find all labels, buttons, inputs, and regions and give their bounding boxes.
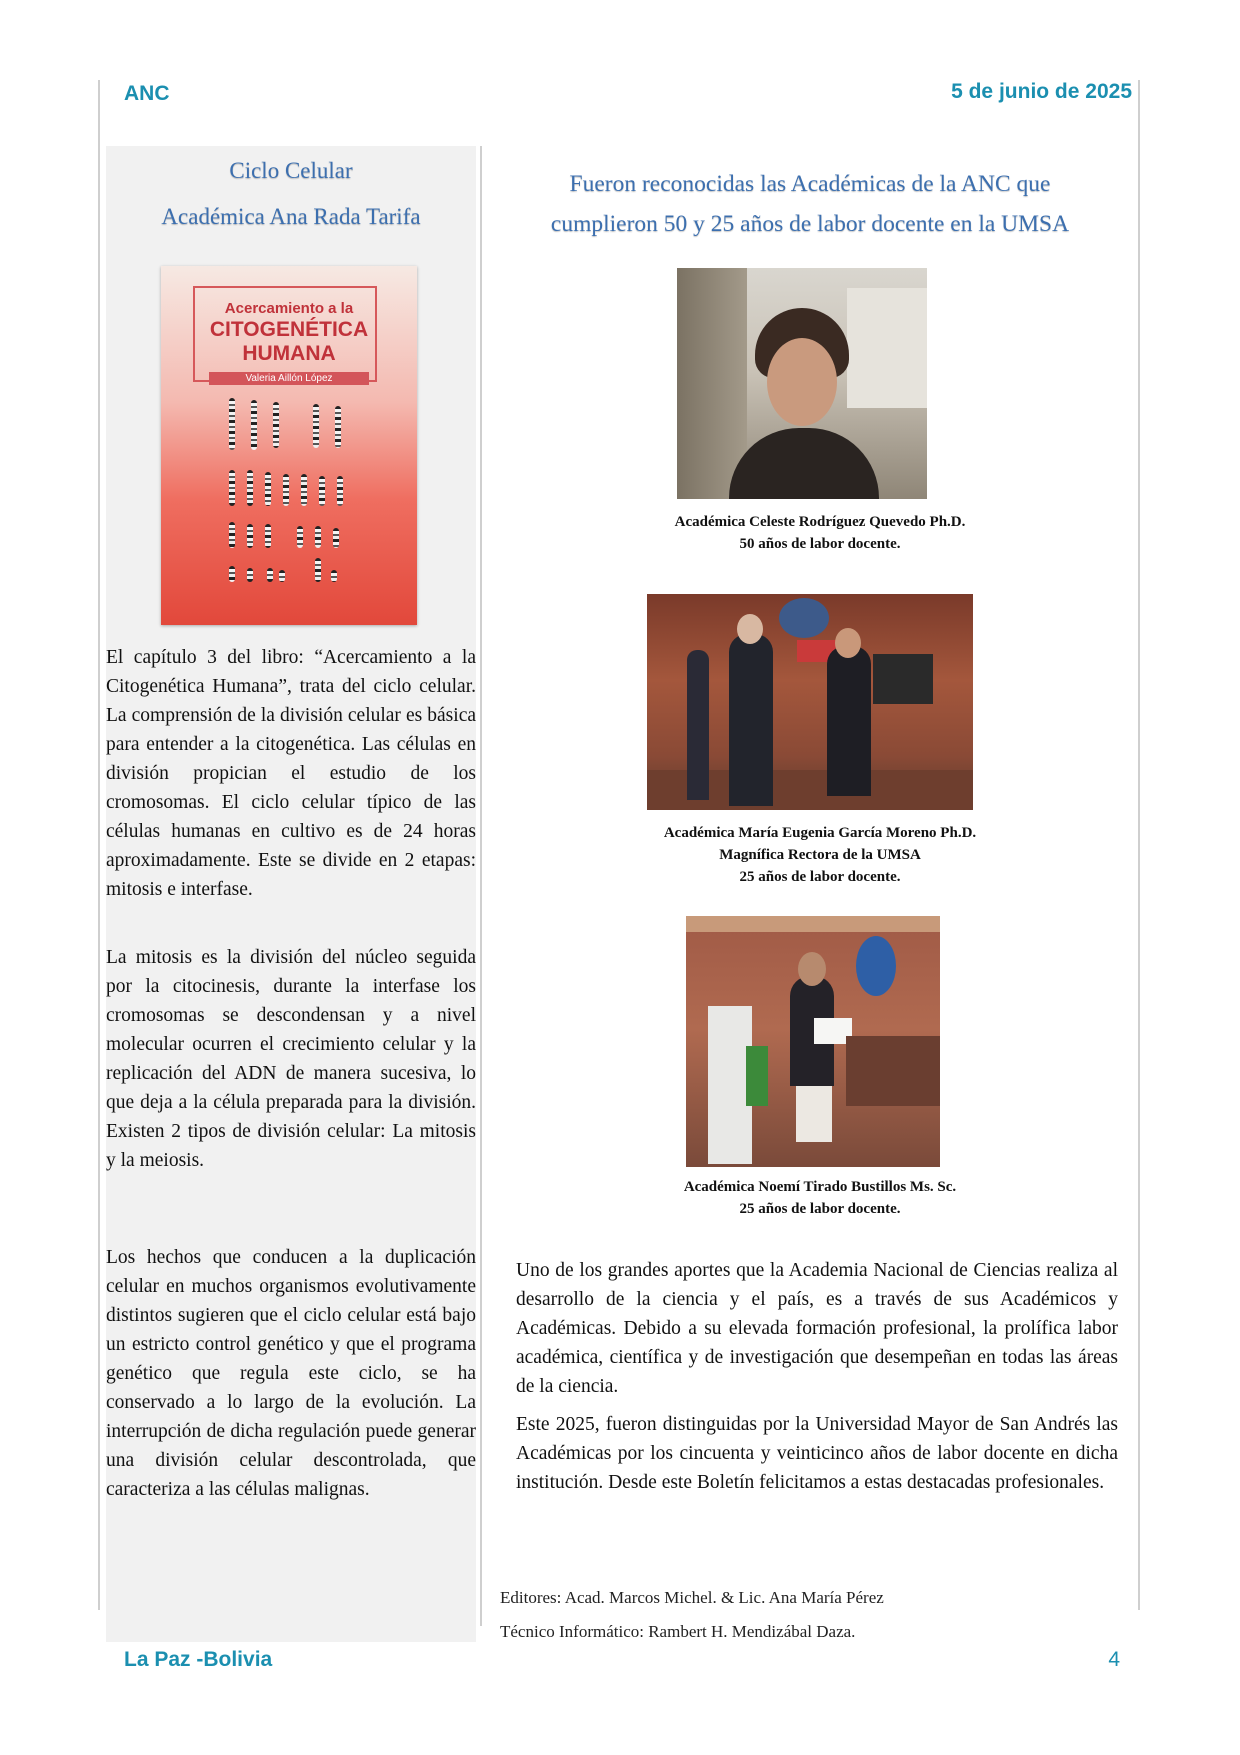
- page-number: 4: [1108, 1648, 1120, 1671]
- news-title-line1: Fueron reconocidas las Académicas de la ANC que: [569, 171, 1051, 197]
- header-date: 5 de junio de 2025: [951, 80, 1132, 103]
- caption-3-line-1: Académica Noemí Tirado Bustillos Ms. Sc.: [683, 1179, 957, 1195]
- technician-credit: Técnico Informático: Rambert H. Mendizábal Daza.: [500, 1622, 856, 1641]
- karyotype-illustration: [221, 398, 361, 608]
- caption-1-line-1: Académica Celeste Rodríguez Quevedo Ph.D.: [674, 514, 966, 530]
- book-author: Valeria Aillón López: [209, 372, 369, 385]
- footer-location: La Paz -Bolivia: [124, 1648, 273, 1671]
- photo-noemi-tirado: [686, 916, 940, 1167]
- book-title-main: [161, 318, 417, 366]
- column-divider: [480, 146, 482, 1626]
- left-paragraph-1: El capítulo 3 del libro: “Acercamiento a la Citogenética Humana”, trata del ciclo celular. La comprensión de la división celular es básica para entender a la citogenética. Las células en división propician el estudio de los cromosomas. El ciclo celular típico de las células humanas en cultivo es de 24 horas aproximadamente. Este se divide en 2 etapas: mitosis e interfase.: [106, 647, 476, 900]
- left-margin-rule: [98, 80, 100, 1610]
- caption-1-line-2: 50 años de labor docente.: [739, 536, 901, 552]
- editors-credit: Editores: Acad. Marcos Michel. & Lic. Ana María Pérez: [500, 1588, 884, 1607]
- photo-celeste-rodriguez: [677, 268, 927, 499]
- right-paragraph-1: Uno de los grandes aportes que la Academia Nacional de Ciencias realiza al desarrollo de la ciencia y el país, es a través de sus Académicos y Académicas. Debido a su elevada formación profesional, la prolífica labor académica, científica y de investigación que desempeñan en todas las áreas de la ciencia.: [516, 1260, 1118, 1397]
- news-title: [500, 164, 1120, 244]
- left-paragraph-2: La mitosis es la división del núcleo seguida por la citocinesis, durante la interfase los cromosomas se descondensan y a nivel molecular ocurren el crecimiento celular y la replicación del ADN de manera sucesiva, lo que deja a la célula preparada para la división. Existen 2 tipos de división celular: La mitosis y la meiosis.: [106, 947, 476, 1171]
- right-paragraph-2: Este 2025, fueron distinguidas por la Universidad Mayor de San Andrés las Académicas por los cincuenta y veinticinco años de labor docente en dicha institución. Desde este Boletín felicitamos a estas destacadas profesionales.: [516, 1414, 1118, 1493]
- news-title-line2: cumplieron 50 y 25 años de labor docente en la UMSA: [550, 211, 1070, 237]
- caption-2: [540, 822, 1100, 888]
- right-margin-rule: [1138, 80, 1140, 1610]
- photo-maria-eugenia-garcia: [647, 594, 973, 810]
- article-author: Académica Ana Rada Tarifa: [161, 204, 421, 229]
- left-paragraph-3: Los hechos que conducen a la duplicación celular en muchos organismos evolutivamente distintos sugieren que el ciclo celular está bajo un estricto control genético y que el programa genético que regula este ciclo, se ha conservado a lo largo de la evolución. La interrupción de dicha regulación puede generar una división celular descontrolada, que caracteriza a las células malignas.: [106, 1247, 476, 1500]
- header-publication: ANC: [124, 82, 170, 105]
- caption-2-line-3: 25 años de labor docente.: [739, 869, 901, 885]
- caption-1: [540, 511, 1100, 555]
- caption-2-line-1: Académica María Eugenia García Moreno Ph.D.: [663, 825, 977, 841]
- book-title-line2: HUMANA: [242, 342, 336, 365]
- caption-3: [540, 1176, 1100, 1220]
- article-title: Ciclo Celular: [229, 158, 353, 183]
- book-cover-image: [161, 266, 417, 625]
- book-title-small: Acercamiento a la: [224, 300, 354, 317]
- book-title-line1: CITOGENÉTICA: [209, 318, 369, 341]
- caption-2-line-2: Magnífica Rectora de la UMSA: [719, 847, 921, 863]
- caption-3-line-2: 25 años de labor docente.: [739, 1201, 901, 1217]
